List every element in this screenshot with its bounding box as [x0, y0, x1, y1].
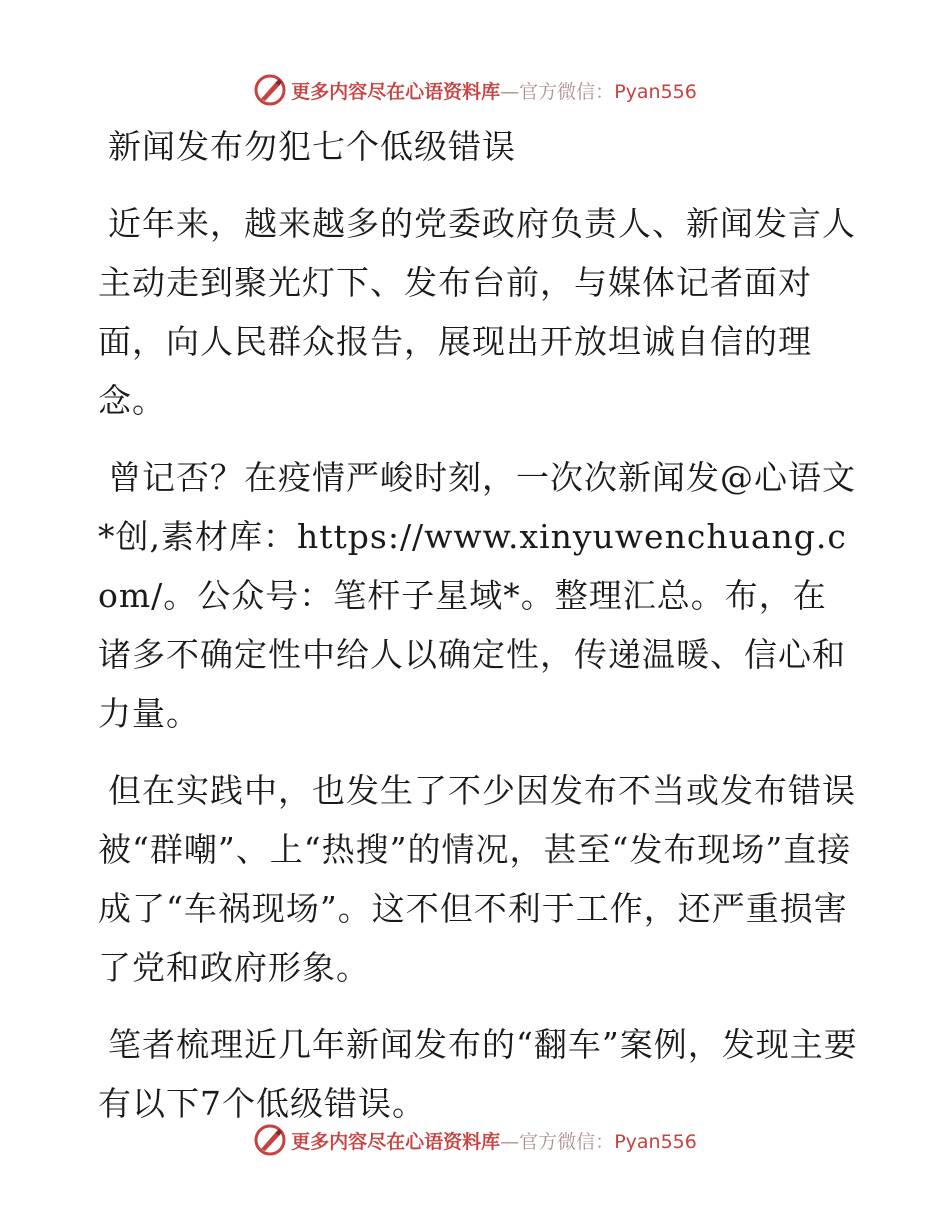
pen-logo-icon: [253, 1123, 287, 1157]
header-banner: [0, 70, 950, 110]
banner-main-text: 更多内容尽在心语资料库: [291, 1130, 501, 1153]
paragraph-2: 曾记否？在疫情严峻时刻，一次次新闻发@心语文*创,素材库：https://www.xinyuwenchuang.com/。公众号：笔杆子星域*。整理汇总。布，在诸多不确定性中给人以确定性，传递温暖、信心和力量。: [98, 458, 856, 733]
paragraph-4: 笔者梳理近几年新闻发布的“翻车”案例，发现主要有以下7个低级错误。: [98, 1025, 858, 1123]
header-banner-text: [291, 77, 697, 104]
document-body: [98, 118, 858, 1133]
banner-wechat-label: 官方微信：: [519, 1130, 615, 1153]
footer-banner-text: [291, 1127, 697, 1154]
paragraph-1: 近年来，越来越多的党委政府负责人、新闻发言人主动走到聚光灯下、发布台前，与媒体记者面对面，向人民群众报告，展现出开放坦诚自信的理念。: [98, 204, 856, 420]
banner-dash: —: [500, 80, 520, 103]
footer-banner: [0, 1120, 950, 1160]
banner-main-text: 更多内容尽在心语资料库: [291, 80, 501, 103]
banner-wechat-id: Pyan556: [614, 1130, 697, 1153]
document-title: 新闻发布勿犯七个低级错误: [108, 127, 516, 166]
banner-wechat-label: 官方微信：: [519, 80, 615, 103]
banner-dash: —: [500, 1130, 520, 1153]
paragraph-3: 但在实践中，也发生了不少因发布不当或发布错误被“群嘲”、上“热搜”的情况，甚至“发布现场”直接成了“车祸现场”。这不但不利于工作，还严重损害了党和政府形象。: [98, 771, 856, 987]
pen-logo-icon: [253, 73, 287, 107]
banner-wechat-id: Pyan556: [614, 80, 697, 103]
